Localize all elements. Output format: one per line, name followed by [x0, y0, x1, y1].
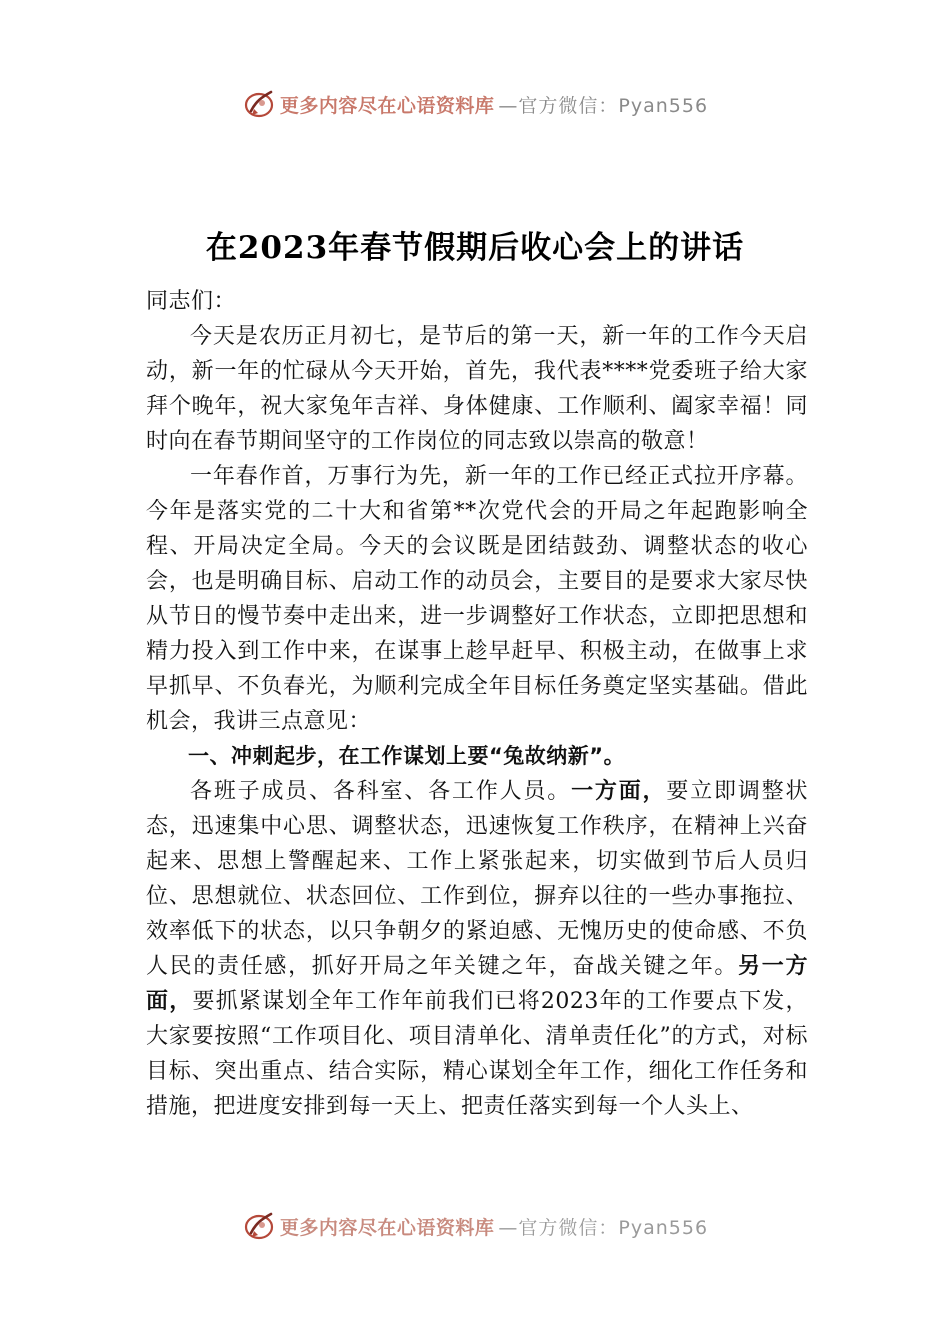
paragraph-3-emphasis-1: 一方面， [571, 779, 667, 804]
document-body [146, 284, 808, 1124]
watermark-main-text: 更多内容尽在心语资料库 [279, 94, 495, 117]
watermark-sub-text: —官方微信：Pyan556 [498, 1216, 709, 1239]
paragraph-3-text-3: 要抓紧谋划全年工作年前我们已将2023年的工作要点下发，大家要按照“工作项目化、项目清单化、清单责任化”的方式，对标目标、突出重点、结合实际，精心谋划全年工作，细化工作任务和措施，把进度安排到每一天上、把责任落实到每一个人头上、 [146, 989, 808, 1119]
paragraph-3 [146, 774, 808, 1124]
paragraph-1: 今天是农历正月初七，是节后的第一天，新一年的工作今天启动，新一年的忙碌从今天开始，首先，我代表****党委班子给大家拜个晚年，祝大家兔年吉祥、身体健康、工作顺利、阖家幸福！同时向在春节期间坚守的工作岗位的同志致以崇高的敬意！ [146, 324, 808, 454]
salutation: 同志们： [146, 289, 237, 314]
paragraph-3-text-1: 各班子成员、各科室、各工作人员。 [190, 779, 572, 804]
logo-icon [242, 1209, 276, 1243]
paragraph-3-emphasis-2: 另一方面， [146, 954, 808, 1014]
paragraph-2: 一年春作首，万事行为先，新一年的工作已经正式拉开序幕。今年是落实党的二十大和省第**次党代会的开局之年起跑影响全程、开局决定全局。今天的会议既是团结鼓劲、调整状态的收心会，也是明确目标、启动工作的动员会，主要目的是要求大家尽快从节日的慢节奏中走出来，进一步调整好工作状态，立即把思想和精力投入到工作中来，在谋事上趁早赶早、积极主动，在做事上求早抓早、不负春光，为顺利完成全年目标任务奠定坚实基础。借此机会，我讲三点意见： [146, 464, 808, 734]
document-title: 在2023年春节假期后收心会上的讲话 [205, 230, 745, 266]
section-heading-1: 一、冲刺起步，在工作谋划上要“兔故纳新”。 [188, 744, 626, 768]
paragraph-3-text-2: 要立即调整状态，迅速集中心思、调整状态，迅速恢复工作秩序，在精神上兴奋起来、思想上警醒起来、工作上紧张起来，切实做到节后人员归位、思想就位、状态回位、工作到位，摒弃以往的一些办事拖拉、效率低下的状态，以只争朝夕的紧迫感、无愧历史的使命感、不负人民的责任感，抓好开局之年关键之年，奋战关键之年。 [146, 779, 808, 979]
watermark-header [0, 84, 950, 124]
logo-icon [242, 87, 276, 121]
watermark-footer [0, 1206, 950, 1246]
watermark-main-text: 更多内容尽在心语资料库 [279, 1216, 495, 1239]
watermark-sub-text: —官方微信：Pyan556 [498, 94, 709, 117]
